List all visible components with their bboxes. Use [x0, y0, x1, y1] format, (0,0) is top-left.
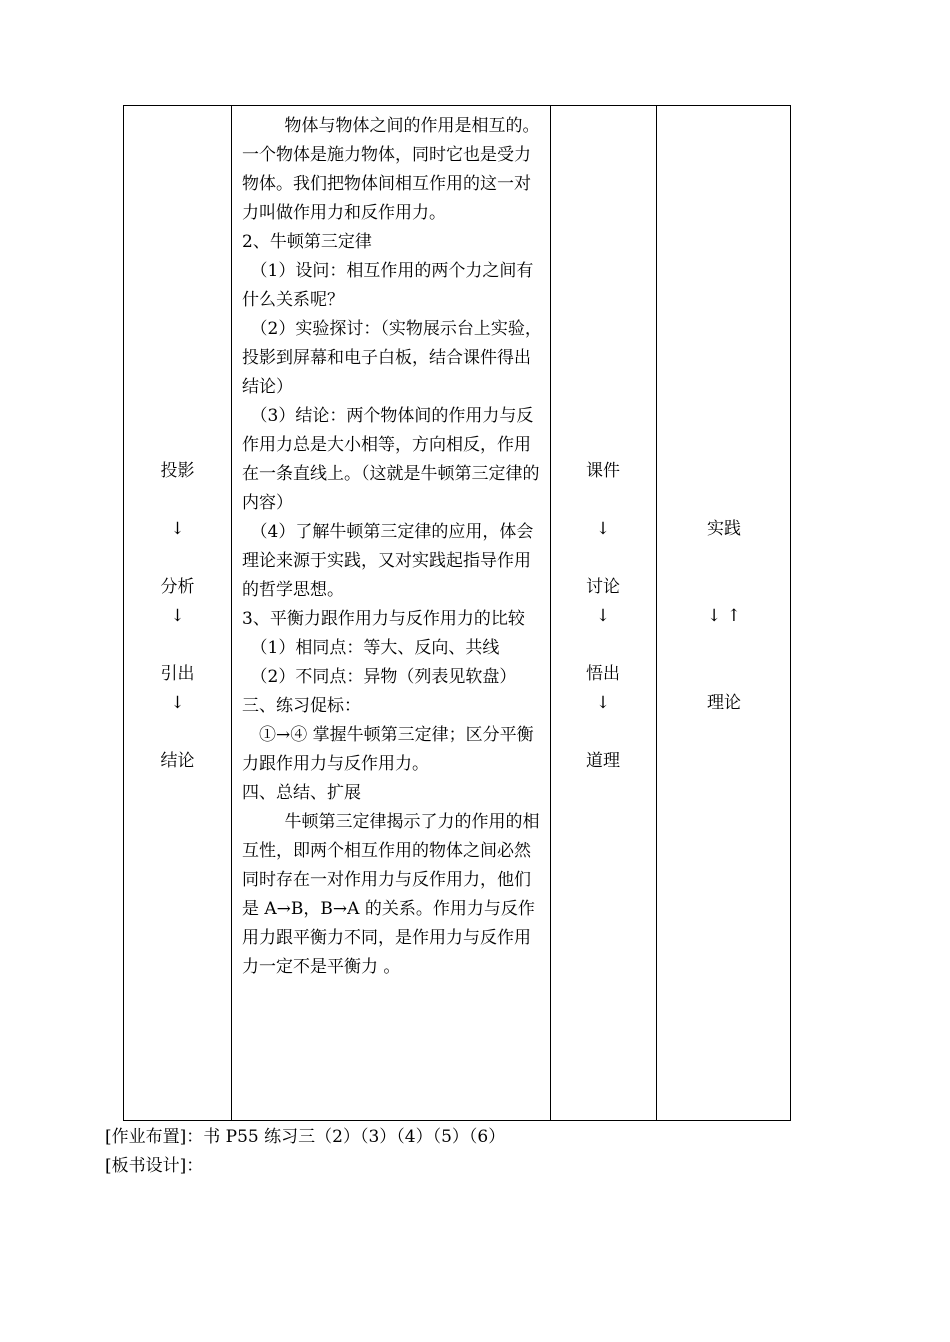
down-arrow: ↓ [170, 693, 185, 713]
content-column [231, 106, 550, 1120]
paragraph: （1）设问：相互作用的两个力之间有什么关系呢？ [242, 261, 534, 310]
content-body [242, 112, 542, 982]
homework-line: [作业布置]：书 P55 练习三（2）（3）（4）（5）（6） [105, 1127, 506, 1147]
section-heading: 三、练习促标： [242, 696, 361, 716]
down-arrow: ↓ [170, 606, 185, 626]
paragraph: 物体与物体之间的作用是相互的。一个物体是施力物体，同时它也是受力物体。我们把物体间相互作用的这一对力叫做作用力和反作用力。 [242, 116, 540, 223]
section-heading: 2、牛顿第三定律 [242, 232, 372, 252]
down-arrow: ↓ [595, 519, 611, 539]
activity-column [550, 106, 656, 1120]
board-design-line: [板书设计]： [105, 1156, 204, 1176]
intent-label: 实践 [707, 519, 741, 539]
intent-label: 理论 [707, 693, 741, 713]
paragraph: 牛顿第三定律揭示了力的作用的相互性，即两个相互作用的物体之间必然同时存在一对作用力与反作用力，他们是 A→B，B→A 的关系。作用力与反作用力跟平衡力不同，是作用力与反作用力一定不是平衡力 。 [242, 812, 540, 977]
process-label: 结论 [160, 751, 195, 771]
activity-label: 课件 [586, 461, 620, 481]
paragraph: （1）相同点：等大、反向、共线 [250, 638, 500, 658]
down-arrow: ↓ [170, 519, 185, 539]
down-arrow: ↓ [595, 693, 611, 713]
up-down-arrows: ↓ ↑ [707, 606, 741, 626]
paragraph: （2）不同点：异物（列表见软盘） [250, 667, 517, 687]
activity-label: 讨论 [586, 577, 620, 597]
paragraph: ①→④ 掌握牛顿第三定律；区分平衡力跟作用力与反作用力。 [242, 725, 534, 774]
paragraph: （2）实验探讨：（实物展示台上实验，投影到屏幕和电子白板，结合课件得出结论） [242, 319, 542, 397]
intent-column [656, 106, 792, 1120]
process-label: 分析 [160, 577, 195, 597]
activity-label: 道理 [586, 751, 620, 771]
lesson-table [123, 105, 791, 1121]
section-heading: 四、总结、扩展 [242, 783, 361, 803]
paragraph: （3）结论：两个物体间的作用力与反作用力总是大小相等，方向相反，作用在一条直线上。（这就是牛顿第三定律的内容） [242, 406, 540, 513]
down-arrow: ↓ [595, 606, 611, 626]
process-column [124, 106, 231, 1120]
paragraph: （4）了解牛顿第三定律的应用，体会理论来源于实践，又对实践起指导作用的哲学思想。 [242, 522, 534, 600]
activity-label: 悟出 [586, 664, 620, 684]
process-label: 投影 [160, 461, 195, 481]
process-label: 引出 [160, 664, 195, 684]
section-heading: 3、平衡力跟作用力与反作用力的比较 [242, 609, 525, 629]
